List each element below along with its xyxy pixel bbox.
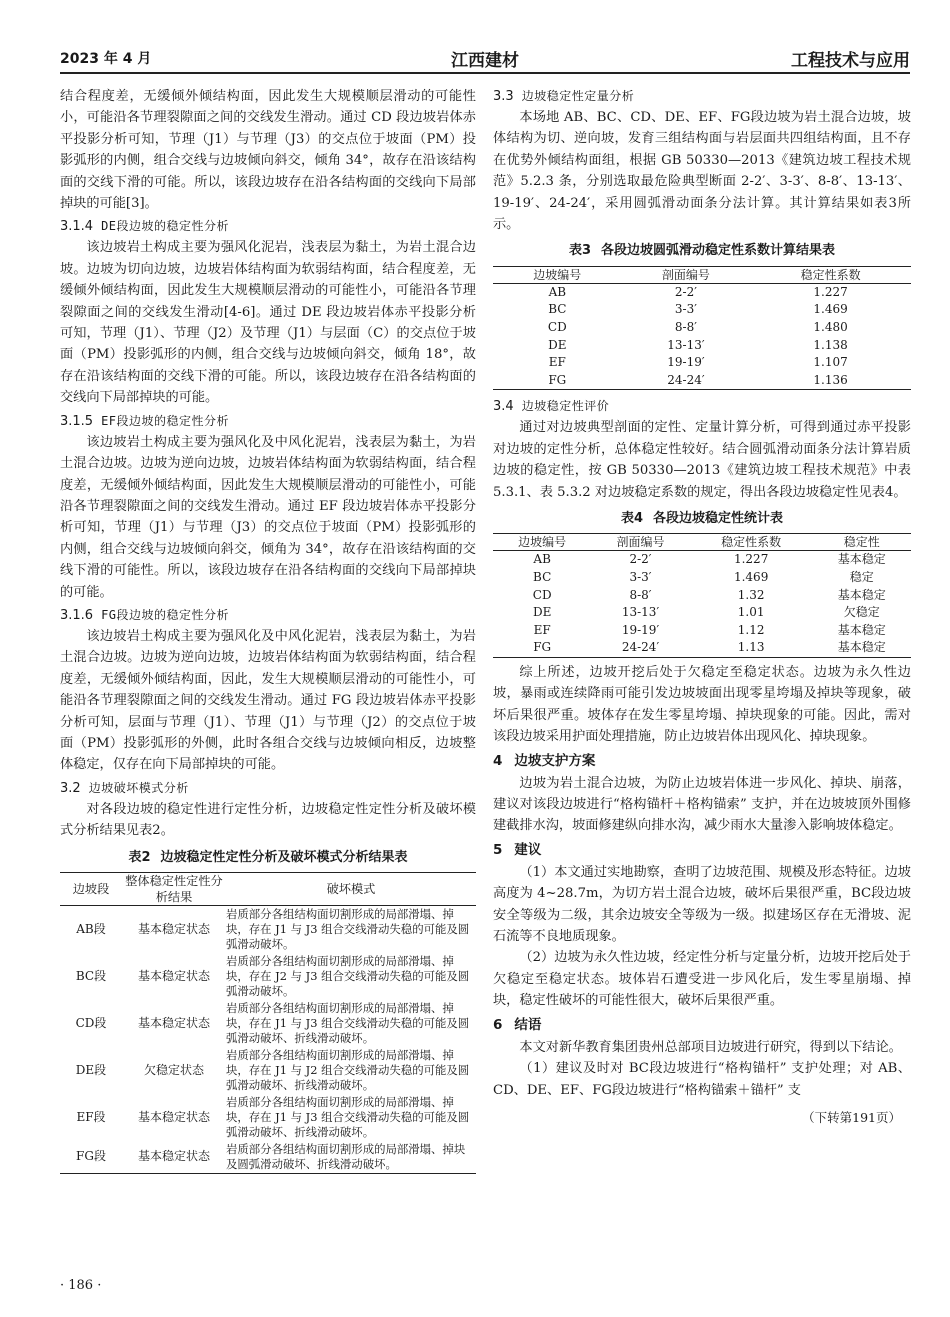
section-6-item-1: （1）建议及时对 BC段边坡进行“格构锚杆” 支护处理；对 AB、CD、DE、EF、FG段边坡进行“格构锚索＋锚杆” 支 (493, 1061, 911, 1098)
table-cell: 1.469 (733, 570, 769, 585)
table-header-cell: 边坡段 (60, 873, 122, 906)
section-3-1-4-text: 该边坡岩土构成主要为强风化泥岩，浅表层为黏土，为岩土混合边坡。边坡为切向边坡，边坡岩体结构面为软弱结构面，结合程度差，无缓倾外倾结构面，因此发生大规模顺层滑动的可能性小，可能沿各节理裂隙面之间的交线发生滑动[4-6]。通过 DE 段边坡岩体赤平投影分析可知，节理（J1）、节理（J2）及节理（J1）与层面（C）的交点位于坡面（PM）投影弧形的内侧，组合交线与边坡倾向斜交，倾角 18°，故存在沿该结构面的交线下滑的可能。所以，该段边坡存在沿各结构面的交线向下局部掉块的可能。 (60, 240, 476, 406)
table-cell: 基本稳定状态 (137, 968, 210, 983)
section-title: EF段边坡的稳定性分析 (101, 413, 230, 428)
section-3-1-6-text: 该边坡岩土构成主要为强风化及中风化泥岩，浅表层为黏土，为岩土混合边坡。边坡为逆向边坡，边坡岩体结构面为软弱结构面，结合程度差，无缓倾外倾结构面，因此，发生大规模顺层滑动的可能性小，可能沿各节理裂隙面之间的交线发生滑动。通过 FG 段边坡岩体赤平投影分析可知，层面与节理（J1）、节理（J1）与节理（J2）的交点位于坡面（PM）投影弧形的外侧，此时各组合交线与边坡倾向相反，边坡整体稳定，仅存在向下局部掉块的可能。 (60, 628, 476, 773)
table-cell: 基本稳定状态 (137, 1109, 210, 1124)
table-row (493, 354, 911, 372)
table-cell: 1.32 (737, 587, 765, 602)
section-3-1-6-heading (60, 605, 476, 626)
table-cell: 1.107 (813, 355, 848, 370)
table-row (493, 587, 911, 605)
table-cell: 8-8′ (674, 320, 697, 335)
table-cell: BC (548, 302, 567, 317)
table-header-cell: 稳定性 (813, 534, 911, 551)
table-cell: 1.227 (813, 284, 848, 299)
section-5-item-1: （1）本文通过实地勘察，查明了边坡范围、规模及形态特征。边坡高度为 4~28.7m，为切方岩土混合边坡，破坏后果很严重，BC段边坡安全等级为二级，其余边坡安全等级为一级。拟建场区存在无滑坡、泥石流等不良地质现象。 (493, 864, 911, 945)
section-number: 6 (493, 1016, 503, 1033)
section-3-1-4-heading (60, 216, 476, 237)
section-number: 3.4 (493, 399, 514, 415)
table4 (493, 533, 911, 658)
section-number: 3.2 (60, 780, 81, 796)
table-cell: DE (548, 337, 567, 352)
paragraph-intro: 结合程度差，无缓倾外倾结构面，因此发生大规模顺层滑动的可能性小，可能沿各节理裂隙面之间的交线发生滑动。通过 CD 段边坡岩体赤平投影分析可知，节理（J1）与节理（J3）的交点位于坡面（PM）投影弧形的内侧，组合交线与边坡倾向斜交，倾角 34°，故存在沿该结构面的交线下滑的可能。所以，该段边坡存在沿各结构面的交线向下局部掉块的可能[3]。 (60, 89, 476, 212)
table-cell: EF段 (76, 1109, 106, 1124)
table3-caption (493, 240, 911, 261)
section-5-item-2: （2）边坡为永久性边坡，经定性分析与定量分析，边坡开挖后处于欠稳定至稳定状态。坡体岩石遭受进一步风化后，发生零星崩塌、掉块，稳定性破坏的可能性很大，破坏后果很严重。 (493, 950, 911, 1009)
table-row (493, 569, 911, 587)
table-cell: 1.480 (813, 320, 848, 335)
table-header-row (493, 266, 911, 283)
section-title: FG段边坡的稳定性分析 (101, 607, 230, 622)
table-cell: FG段 (76, 1149, 106, 1164)
table-row (493, 622, 911, 640)
table-cell: AB段 (76, 921, 106, 936)
table-cell: 1.12 (737, 622, 765, 637)
table-cell: 岩质部分各组结构面切割形成的局部滑塌、掉块，存在 J1 与 J2 组合交线滑动失稳的可能及圆弧滑动破坏、折线滑动破坏。 (226, 1048, 470, 1092)
section-title: 边坡稳定性定量分析 (521, 89, 635, 103)
section-6-heading (493, 1015, 911, 1036)
table-cell: 岩质部分各组结构面切割形成的局部滑塌、掉块及圆弧滑动破坏、折线滑动破坏。 (226, 1142, 466, 1171)
section-title: 结语 (514, 1016, 542, 1033)
section-title: 边坡破坏模式分析 (88, 780, 189, 795)
left-column (60, 86, 476, 1174)
section-3-1-5-heading (60, 411, 476, 432)
table-row (60, 1047, 476, 1094)
table-cell: 欠稳定 (843, 605, 880, 620)
table-cell: 岩质部分各组结构面切割形成的局部滑塌、掉块，存在 J1 与 J3 组合交线滑动失稳的可能及圆弧滑动破坏、折线滑动破坏。 (226, 1001, 470, 1045)
table-cell: 3-3′ (674, 302, 697, 317)
table-cell: FG (548, 372, 567, 387)
table-cell: 基本稳定 (837, 587, 886, 602)
table-header-cell: 剖面编号 (591, 534, 689, 551)
section-title: 边坡稳定性评价 (521, 399, 610, 414)
table-cell: 基本稳定状态 (137, 1149, 210, 1164)
section-number: 3.1.6 (60, 607, 94, 623)
table-cell: 1.227 (733, 552, 769, 567)
page-header (60, 44, 910, 74)
table-cell: 2-2′ (674, 284, 697, 299)
table-row (493, 283, 911, 301)
table2 (60, 872, 476, 1174)
table-cell: 基本稳定 (837, 552, 886, 567)
table-cell: 岩质部分各组结构面切割形成的局部滑塌、掉块，存在 J2 与 J3 组合交线滑动失稳的可能及圆弧滑动破坏。 (226, 954, 470, 998)
section-3-1-5-text: 该边坡岩土构成主要为强风化及中风化泥岩，浅表层为黏土，为岩土混合边坡。边坡为逆向边坡，边坡岩体结构面为软弱结构面，结合程度差，无缓倾外倾结构面，因此发生大规模顺层滑动的可能性小，可能沿各节理裂隙面之间的交线发生滑动。通过 EF 段边坡岩体赤平投影分析可知，节理（J1）与节理（J3）的交点位于坡面（PM）投影弧形的内侧，组合交线与边坡倾向斜交，倾角为 34°，故存在沿该结构面的交线下滑的可能性。所以，该段边坡存在沿各结构面的交线向下局部掉块的可能。 (60, 434, 476, 600)
table-cell: 13-13′ (667, 337, 705, 352)
header-section: 工程技术与应用 (791, 51, 910, 71)
table-cell: 岩质部分各组结构面切割形成的局部滑塌、掉块，存在 J1 与 J3 组合交线滑动失稳的可能及圆弧滑动破坏。 (226, 907, 470, 951)
table-row (60, 1094, 476, 1141)
table-cell: 基本稳定状态 (137, 921, 210, 936)
table-header-row (60, 873, 476, 906)
section-number: 4 (493, 752, 503, 769)
table2-caption (60, 847, 476, 868)
section-title: 建议 (514, 841, 542, 858)
table-row (60, 953, 476, 1000)
section-title: 边坡支护方案 (514, 752, 596, 769)
table-cell: 欠稳定状态 (143, 1062, 204, 1077)
table-header-cell: 边坡编号 (493, 534, 591, 551)
table-header-cell: 边坡编号 (493, 266, 622, 283)
table-header-cell: 整体稳定性定性分析结果 (122, 873, 226, 906)
table-cell: DE段 (75, 1062, 107, 1077)
right-column (493, 86, 911, 1128)
section-4-text: 边坡为岩土混合边坡，为防止边坡岩体进一步风化、掉块、崩落，建议对该段边坡进行“格构锚杆＋格构锚索” 支护，并在边坡坡顶外围修建截排水沟，坡面修建纵向排水沟，减少雨水大量渗入影响坡体稳定。 (493, 775, 911, 834)
section-number: 3.1.5 (60, 413, 94, 429)
table-row (493, 639, 911, 657)
table-cell: CD (532, 587, 552, 602)
table-cell: 13-13′ (621, 605, 660, 620)
table-header-cell: 稳定性系数 (690, 534, 813, 551)
table-cell: FG (533, 640, 552, 655)
section-5-heading (493, 840, 911, 861)
table-cell: CD (547, 320, 567, 335)
table-cell: 1.13 (737, 640, 765, 655)
table-row (60, 1000, 476, 1047)
table-row (493, 301, 911, 319)
table-cell: AB (533, 552, 551, 567)
section-number: 3.3 (493, 89, 514, 104)
table-cell: BC (533, 570, 552, 585)
table-row (60, 1141, 476, 1174)
table-cell: EF (533, 622, 551, 637)
table-row (493, 337, 911, 355)
table-row (493, 372, 911, 390)
table-cell: 2-2′ (629, 552, 652, 567)
section-3-3-heading (493, 86, 911, 107)
table-number: 表2 (128, 849, 151, 865)
table-header-cell: 稳定性系数 (750, 266, 911, 283)
header-date: 2023 年 4 月 (60, 51, 152, 67)
table-cell: 基本稳定 (837, 622, 886, 637)
journal-name: 江西建材 (451, 51, 519, 71)
table-number: 表4 (620, 511, 644, 527)
section-3-4-text: 通过对边坡典型剖面的定性、定量计算分析，可得到通过赤平投影对边坡的定性分析，总体稳定性较好。结合圆弧滑动面条分法计算岩质边坡的稳定性，按 GB 50330—2013《建筑边坡工程技术规范》中表 5.3.1、表 5.3.2 对边坡稳定系数的规定，得出各段边坡稳定性见表4。 (493, 420, 911, 500)
section-number: 5 (493, 841, 503, 858)
table4-caption (493, 508, 911, 529)
table-cell: 岩质部分各组结构面切割形成的局部滑塌、掉块，存在 J1 与 J3 组合交线滑动失稳的可能及圆弧滑动破坏、折线滑动破坏。 (226, 1095, 470, 1139)
table-cell: 1.01 (737, 605, 765, 620)
table-cell: 1.138 (813, 337, 848, 352)
page-number: · 186 · (60, 1278, 102, 1293)
table-cell: DE (532, 605, 552, 620)
table-cell: 基本稳定 (837, 640, 886, 655)
table-cell: AB (548, 284, 567, 299)
table-cell: 稳定 (849, 570, 874, 585)
table-cell: 19-19′ (621, 622, 660, 637)
table-cell: 19-19′ (667, 355, 705, 370)
table-row (493, 604, 911, 622)
table-header-cell: 破坏模式 (226, 873, 476, 906)
table-cell: 24-24′ (667, 372, 705, 387)
table-cell: 1.469 (813, 302, 848, 317)
table-cell: 1.136 (813, 372, 848, 387)
summary-text: 综上所述，边坡开挖后处于欠稳定至稳定状态。边坡为永久性边坡，暴雨或连续降雨可能引发边坡坡面出现零星垮塌及掉块等现象，破坏后果很严重。坡体存在发生零星垮塌、掉块现象的可能。因此，需对该段边坡采用护面处理措施，防止边坡岩体出现风化、掉块现象。 (493, 665, 911, 745)
table-row (60, 906, 476, 954)
section-3-2-text: 对各段边坡的稳定性进行定性分析，边坡稳定性定性分析及破坏模式分析结果见表2。 (60, 801, 476, 839)
section-title: DE段边坡的稳定性分析 (101, 219, 230, 234)
table-row (493, 319, 911, 337)
table3 (493, 266, 911, 391)
table-title: 各段边坡圆弧滑动稳定性系数计算结果表 (601, 243, 836, 259)
section-3-3-text: 本场地 AB、BC、CD、DE、EF、FG段边坡为岩土混合边坡，坡体结构为切、逆向坡，发育三组结构面与岩层面共四组结构面，且不存在优势外倾结构面组，根据 GB 50330—2013《建筑边坡工程技术规范》5.2.3 条，分别选取最危险典型断面 2-2′、3-3′、8-8′、13-13′、19-19′、24-24′，采用圆弧滑动面条分法计算。其计算结果如表3所示。 (493, 110, 911, 233)
table-cell: 3-3′ (629, 570, 652, 585)
section-number: 3.1.4 (60, 219, 94, 235)
table-number: 表3 (568, 243, 592, 259)
section-3-4-heading (493, 396, 911, 417)
table-cell: 24-24′ (621, 640, 660, 655)
section-4-heading (493, 751, 911, 772)
table-title: 各段边坡稳定性统计表 (653, 511, 784, 527)
table-cell: CD段 (75, 1015, 107, 1030)
table-cell: 基本稳定状态 (137, 1015, 210, 1030)
table-cell: BC段 (75, 968, 107, 983)
table-title: 边坡稳定性定性分析及破坏模式分析结果表 (160, 849, 408, 865)
table-row (493, 551, 911, 569)
continued-note: （下转第191页） (802, 1109, 901, 1125)
table-header-row (493, 534, 911, 551)
table-cell: 8-8′ (629, 587, 652, 602)
table-cell: EF (548, 355, 566, 370)
section-3-2-heading (60, 778, 476, 799)
section-6-text: 本文对新华教育集团贵州总部项目边坡进行研究，得到以下结论。 (519, 1039, 902, 1055)
table-header-cell: 剖面编号 (622, 266, 751, 283)
